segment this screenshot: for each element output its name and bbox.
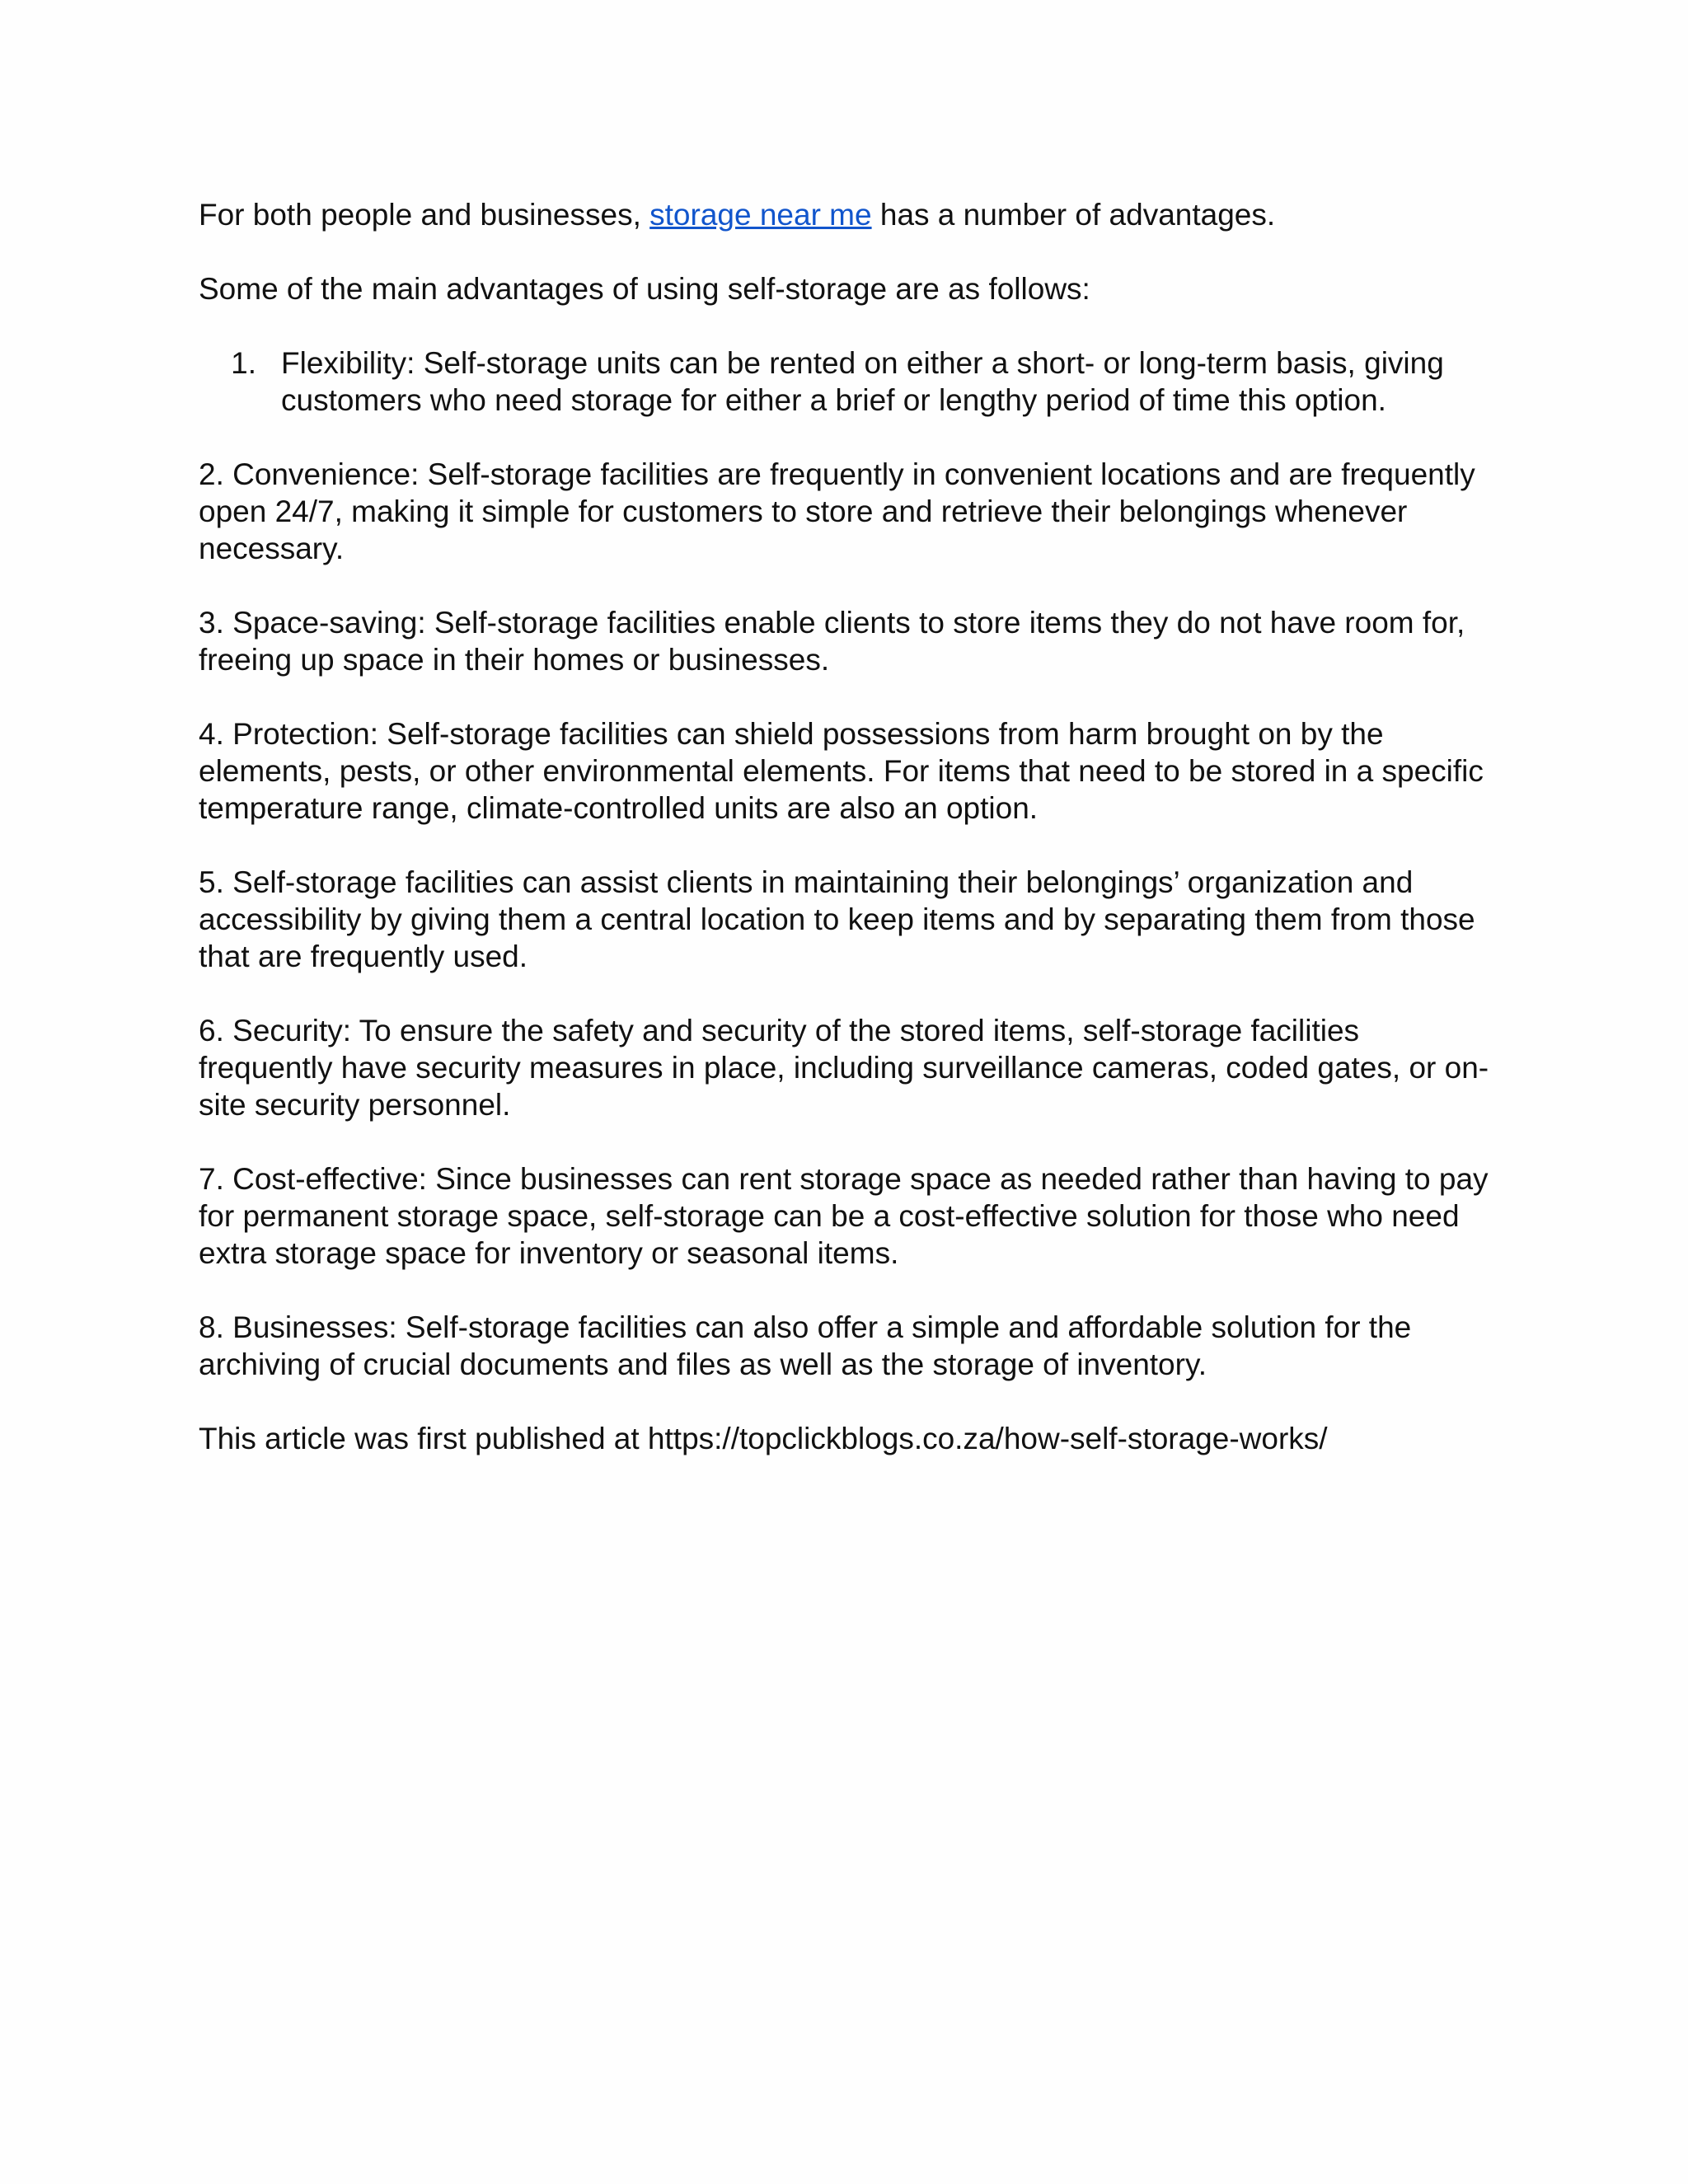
paragraph-cost-effective: 7. Cost-effective: Since businesses can rent storage space as needed rather than having to pay for permanent storage space, self-storage can be a cost-effective solution for those who need extra storage space for inventory or seasonal items. — [199, 1162, 1489, 1270]
paragraph-organization: 5. Self-storage facilities can assist clients in maintaining their belongings’ organization and accessibility by giving them a central location to keep items and by separating them from those that are frequently used. — [199, 865, 1475, 973]
intro-text-after-link: has a number of advantages. — [871, 198, 1276, 232]
lead-paragraph: Some of the main advantages of using self-storage are as follows: — [199, 272, 1090, 306]
storage-near-me-link[interactable]: storage near me — [649, 198, 872, 232]
footer-note: This article was first published at https://topclickblogs.co.za/how-self-storage-works/ — [199, 1422, 1328, 1455]
intro-text-before-link: For both people and businesses, — [199, 198, 650, 232]
document-body — [199, 196, 1493, 1494]
paragraph-convenience: 2. Convenience: Self-storage facilities are frequently in convenient locations and are frequently open 24/7, making it simple for customers to store and retrieve their belongings whenever necessary. — [199, 457, 1475, 565]
paragraph-businesses: 8. Businesses: Self-storage facilities can also offer a simple and affordable solution for the archiving of crucial documents and files as well as the storage of inventory. — [199, 1310, 1412, 1381]
paragraph-security: 6. Security: To ensure the safety and security of the stored items, self-storage facilities frequently have security measures in place, including surveillance cameras, coded gates, or on-site security personnel. — [199, 1014, 1489, 1122]
paragraph-space-saving: 3. Space-saving: Self-storage facilities enable clients to store items they do not have room for, freeing up space in their homes or businesses. — [199, 606, 1465, 677]
paragraph-protection: 4. Protection: Self-storage facilities can shield possessions from harm brought on by the elements, pests, or other environmental elements. For items that need to be stored in a specific temperature range, climate-controlled units are also an option. — [199, 717, 1484, 825]
list-item-number: 1. — [231, 346, 256, 380]
list-item-flexibility — [199, 344, 1493, 419]
intro-paragraph — [199, 196, 1493, 233]
list-item-text: Flexibility: Self-storage units can be rented on either a short- or long-term basis, giving customers who need storage for either a brief or lengthy period of time this option. — [281, 346, 1444, 417]
